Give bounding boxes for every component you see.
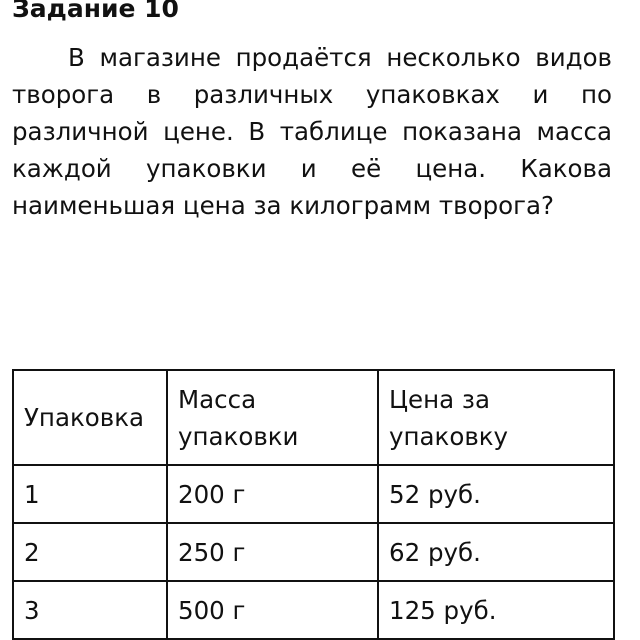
cell-package: 3 (13, 581, 167, 639)
cell-price: 52 руб. (378, 465, 614, 523)
table-row (13, 581, 614, 639)
price-table (12, 369, 615, 640)
cell-package: 1 (13, 465, 167, 523)
cell-price: 125 руб. (378, 581, 614, 639)
problem-text: В магазине продаётся несколько видов творога в различных упаковках и по различной цене. В таблице показана масса каждой упаковки и её цена. Какова наименьшая цена за килограмм творога? (12, 43, 612, 220)
header-package: Упаковка (13, 370, 167, 465)
header-price: Цена за упаковку (378, 370, 614, 465)
cell-package: 2 (13, 523, 167, 581)
cell-mass: 500 г (167, 581, 378, 639)
table-header-row (13, 370, 614, 465)
table-row (13, 523, 614, 581)
header-mass: Масса упаковки (167, 370, 378, 465)
cell-price: 62 руб. (378, 523, 614, 581)
task-title: Задание 10 (12, 0, 179, 23)
table-row (13, 465, 614, 523)
cell-mass: 250 г (167, 523, 378, 581)
cell-mass: 200 г (167, 465, 378, 523)
